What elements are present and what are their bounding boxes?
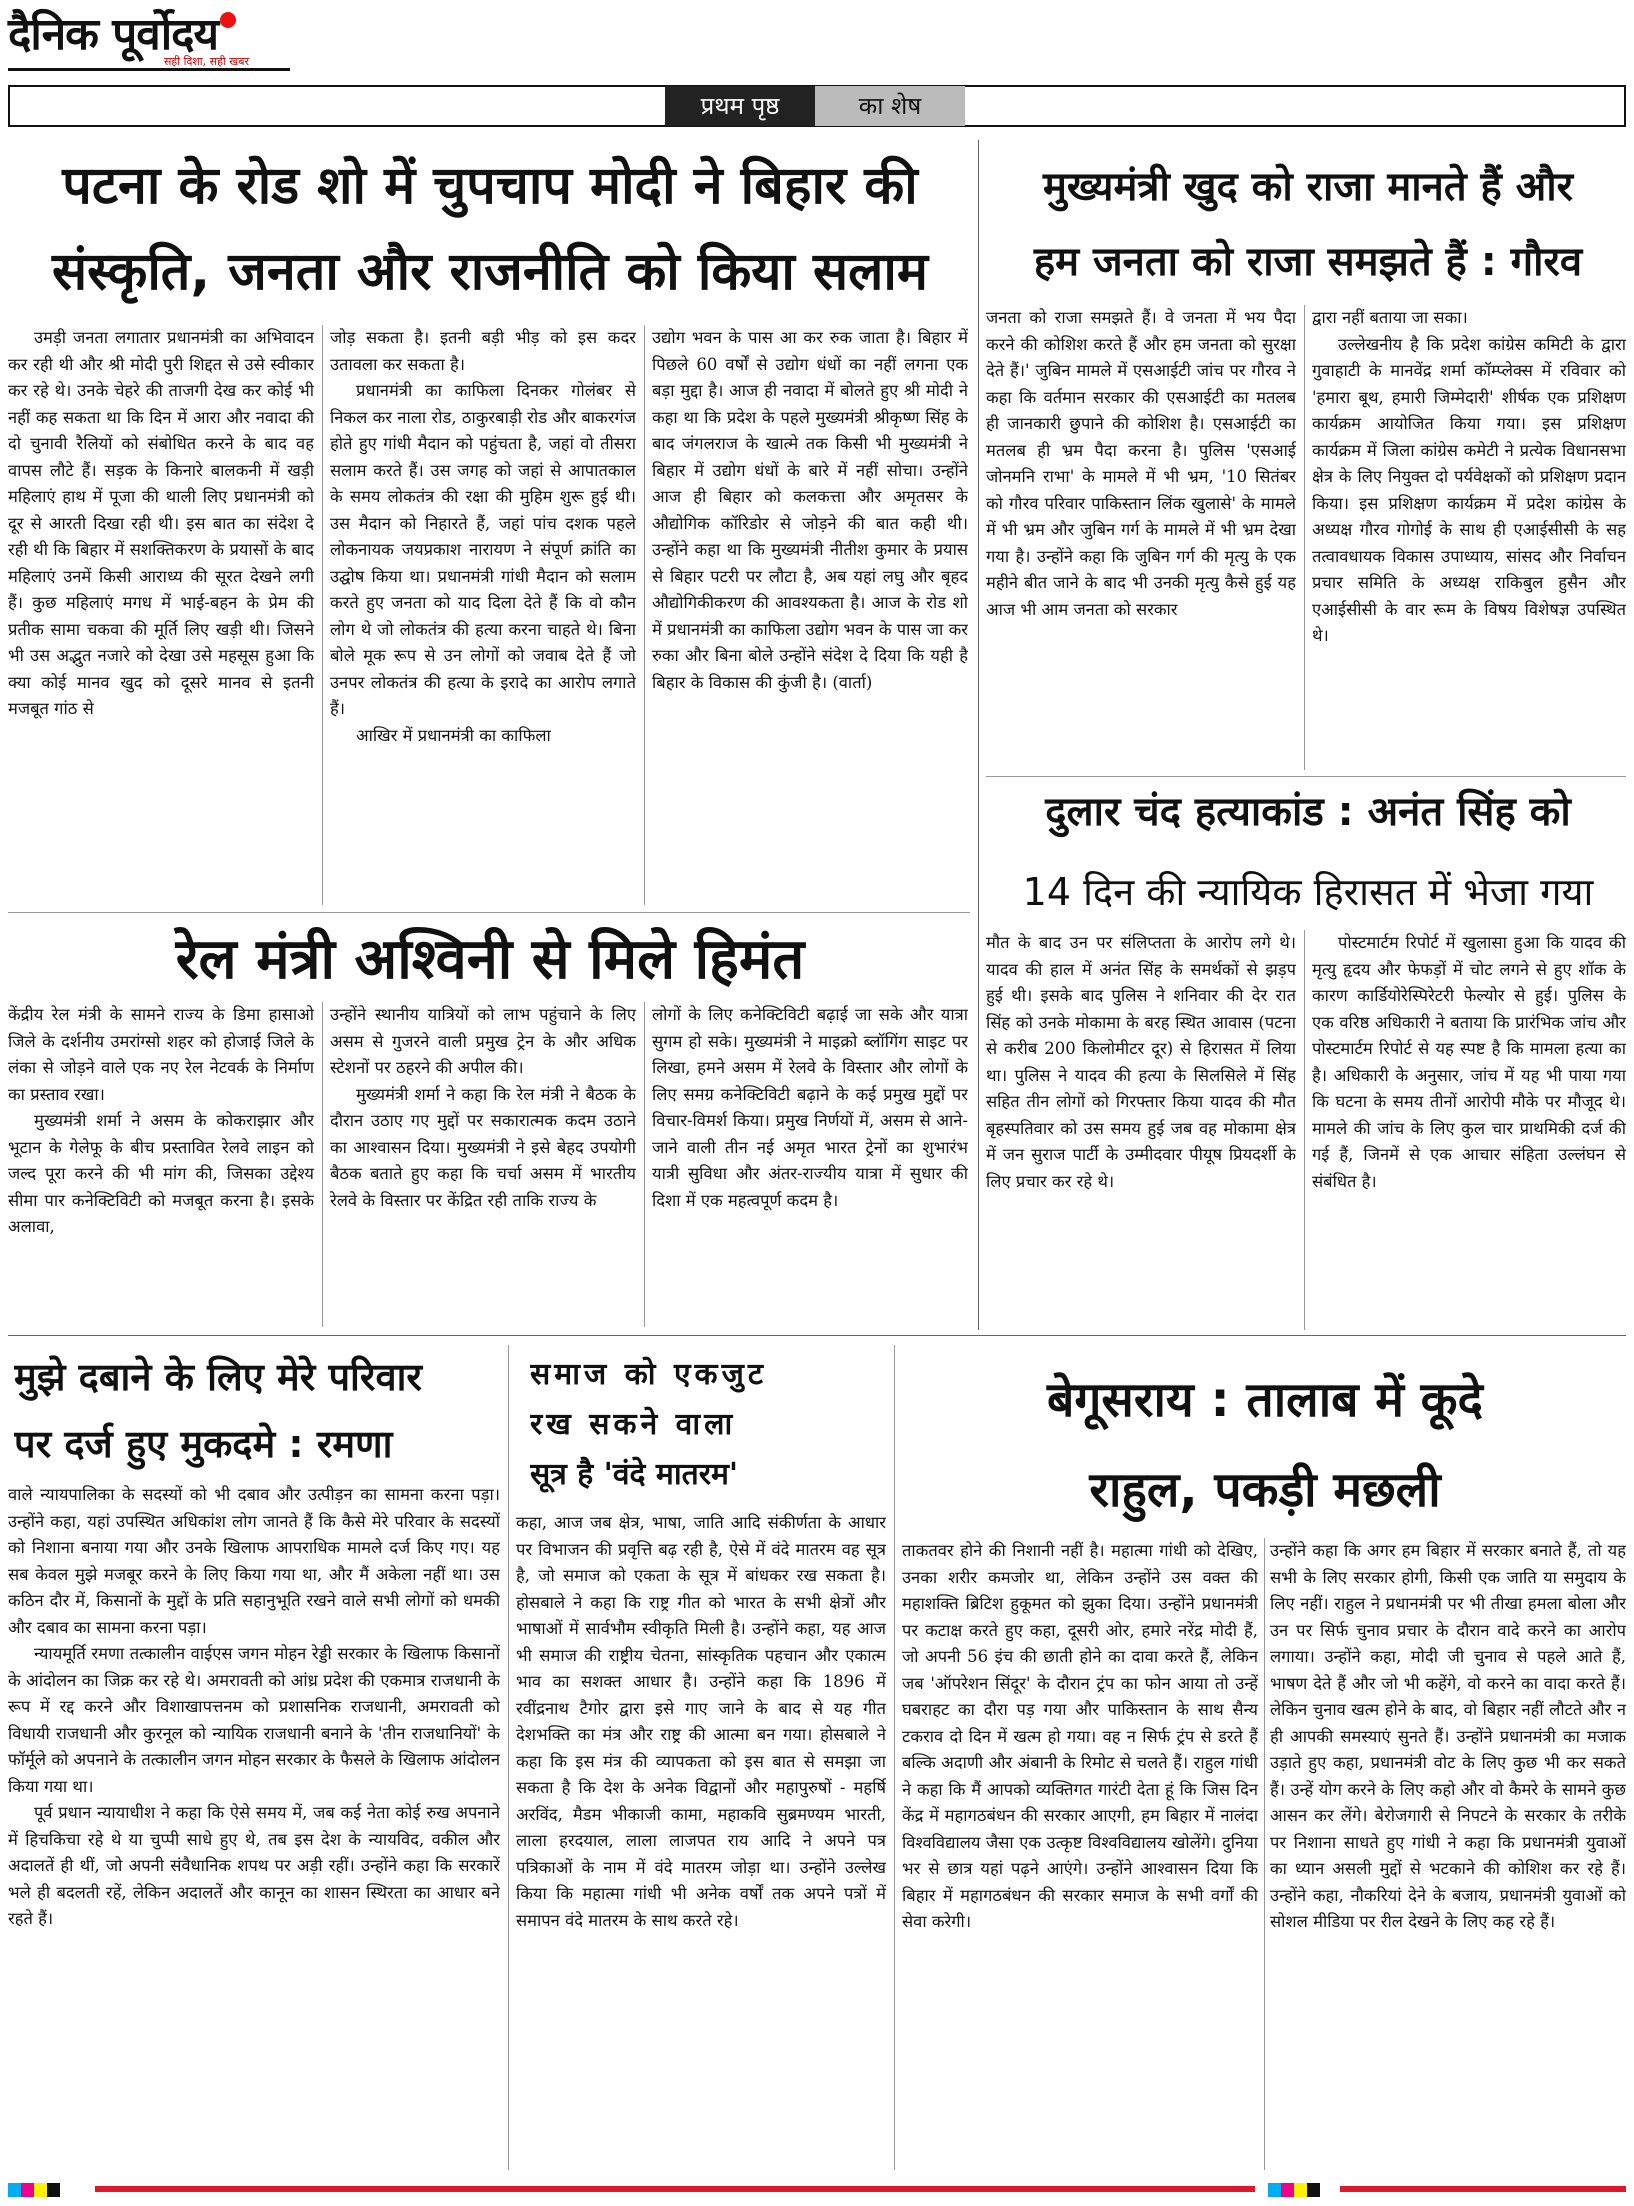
ramana-paragraph: पूर्व प्रधान न्यायाधीश ने कहा कि ऐसे समय में, जब कई नेता कोई रुख अपनाने में हिचकिचा रहे थे या चुप्पी साधे हुए थे, तब इस देश के न्यायविद, वकील और अदालतें ही थीं, जो अपनी संवैधानिक शपथ पर अड़ी रहीं। उन्होंने कहा कि सरकारें भले ही बदलती रहें, लेकिन अदालतें और कानून का शासन स्थिरता का आधार बने रहते हैं।: [8, 1803, 500, 1928]
gaurav-paragraph: उल्लेखनीय है कि प्रदेश कांग्रेस कमिटी के द्वारा गुवाहाटी के मानवेंद्र शर्मा कॉम्प्लेक्स में रविवार को 'हमारा बूथ, हमारी जिम्मेदारी' शीर्षक एक प्रशिक्षण कार्यक्रम आयोजित किया गया। इस प्रशिक्षण कार्यक्रम में जिला कांग्रेस कमेटी ने प्रत्येक विधानसभा क्षेत्र के लिए नियुक्त दो पर्यवेक्षकों को प्रशिक्षण प्रदान किया। इस प्रशिक्षण कार्यक्रम में प्रदेश कांग्रेस के अध्यक्ष गौरव गोगोई के साथ ही एआईसीसी के सह तत्वावधायक विकास उपाध्याय, सांसद और निर्वाचन प्रचार समिति के अध्यक्ष राकिबुल हुसैन और एआईसीसी के वार रूम के विषय विशेषज्ञ उपस्थित थे।: [1312, 334, 1626, 645]
modi-paragraph: आखिर में प्रधानमंत्री का काफिला: [356, 725, 551, 745]
ramana-column: [8, 1482, 500, 2170]
anant-paragraph: मौत के बाद उन पर संलिप्तता के आरोप लगे थे। यादव की हाल में अनंत सिंह के समर्थकों से झड़प हुई थी। इसके बाद पुलिस ने शनिवार की देर रात सिंह को उनके मोकामा के बरह स्थित आवास (पटना से करीब 200 किलोमीटर दूर) से हिरासत में लिया था। पुलिस ने यादव की हत्या के सिलसिले में सिंह सहित तीन लोगों को गिरफ्तार किया यादव की मौत बृहस्पतिवार को उस समय हुई जब वह मोकामा क्षेत्र में जन सुराज पार्टी के उम्मीदवार पीयूष प्रियदर्शी के लिए प्रचार कर रहे थे।: [986, 933, 1296, 1191]
himanta-column-1: [8, 1002, 314, 1327]
vande-headline-line2: रख सकने वाला: [530, 1407, 737, 1442]
modi-headline-line2: संस्कृति, जनता और राजनीति को किया सलाम: [52, 242, 928, 302]
column-divider: [644, 325, 645, 905]
himanta-paragraph: लोगों के लिए कनेक्टिविटी बढ़ाई जा सके और यात्रा सुगम हो सके। मुख्यमंत्री ने माइक्रो ब्लॉगिंग साइट पर लिखा, हमने असम में रेलवे के विस्तार और लोगों के लिए समग्र कनेक्टिविटी बढ़ाने के कई प्रमुख मुद्दों पर विचार-विमर्श किया। प्रमुख निर्णयों में, असम से आने-जाने वाली तीन नई अमृत भारत ट्रेनों का शुभारंभ यात्री सुविधा और अंतर-राज्यीय यात्रा में सुधार की दिशा में एक महत्वपूर्ण कदम है।: [652, 1005, 968, 1210]
column-divider: [322, 325, 323, 905]
gaurav-headline-line2: हम जनता को राजा समझते हैं : गौरव: [1033, 239, 1583, 285]
sun-logo-icon: [220, 12, 236, 28]
modi-headline-line1: पटना के रोड शो में चुपचाप मोदी ने बिहार की: [62, 156, 918, 216]
page-column-divider: [978, 140, 979, 1330]
modi-column-3: [652, 325, 968, 905]
himanta-paragraph: मुख्यमंत्री शर्मा ने कहा कि रेल मंत्री ने बैठक के दौरान उठाए गए मुद्दों पर सकारात्मक कदम उठाने का आश्वासन दिया। मुख्यमंत्री ने इसे बेहद उपयोगी बैठक बताते हुए कहा कि चर्चा असम में भारतीय रेलवे के विस्तार पर केंद्रित रही ताकि राज्य के: [330, 1084, 636, 1210]
footer-rule: [1340, 2186, 1626, 2192]
section-divider: [986, 776, 1626, 777]
gaurav-column-2: [1312, 305, 1626, 770]
vande-headline-line3: सूत्र है 'वंदे मातरम': [530, 1457, 739, 1492]
anant-column-1: [986, 930, 1296, 1330]
vande-column: [516, 1510, 886, 2170]
modi-paragraph: जोड़ सकता है। इतनी बड़ी भीड़ को इस कदर उतावला कर सकता है।: [330, 328, 636, 374]
cyan-swatch: [8, 2183, 21, 2197]
section-label-primary: प्रथम पृष्ठ: [665, 86, 815, 126]
color-registration-marks-right: [1268, 2182, 1320, 2201]
himanta-paragraph: केंद्रीय रेल मंत्री के सामने राज्य के डिमा हासाओ जिले के दर्शनीय उमरांग्सो शहर को होजाई जिले के लंका से जोड़ने वाले एक नए रेल नेटवर्क के निर्माण का प्रस्ताव रखा।: [8, 1005, 314, 1104]
modi-column-1: [8, 325, 314, 905]
section-divider: [8, 1335, 1626, 1336]
ramana-headline-line2: पर दर्ज हुए मुकदमे : रमणा: [14, 1422, 393, 1466]
himanta-paragraph: उन्होंने स्थानीय यात्रियों को लाभ पहुंचाने के लिए असम से गुजरने वाली प्रमुख ट्रेन के और अधिक स्टेशनों पर ठहरने की अपील की।: [330, 1005, 636, 1077]
masthead-rule: [8, 68, 290, 71]
cyan-swatch: [1268, 2183, 1281, 2197]
rahul-column-2: [1270, 1538, 1626, 2170]
ramana-headline-line1: मुझे दबाने के लिए मेरे परिवार: [14, 1355, 422, 1399]
ramana-paragraph: न्यायमूर्ति रमणा तत्कालीन वाईएस जगन मोहन रेड्डी सरकार के खिलाफ किसानों के आंदोलन का जिक्र कर रहे थे। अमरावती को आंध्र प्रदेश की एकमात्र राजधानी के रूप में रद्द करने और विशाखापत्तनम को प्रशासनिक राजधानी, अमरावती को विधायी राजधानी और कुरनूल को न्यायिक राजधानी बनाने के 'तीन राजधानियों' के फॉर्मूले को अपनाने के तत्कालीन जगन मोहन सरकार के फैसले के खिलाफ आंदोलन किया गया था।: [8, 1644, 500, 1796]
column-divider: [1264, 1538, 1265, 2170]
column-divider: [894, 1345, 895, 2170]
rahul-column-1: [902, 1538, 1258, 2170]
yellow-swatch: [1294, 2183, 1307, 2197]
anant-column-2: [1312, 930, 1626, 1330]
anant-paragraph: पोस्टमार्टम रिपोर्ट में खुलासा हुआ कि यादव की मृत्यु हृदय और फेफड़ों में चोट लगने से हुए शॉक के कारण कार्डियोरेस्पिरेटरी फेल्योर से हुई। पुलिस के एक वरिष्ठ अधिकारी ने बताया कि प्रारंभिक जांच और पोस्टमार्टम रिपोर्ट से यह स्पष्ट है कि मामला हत्या का है। अधिकारी के अनुसार, जांच में यह भी पाया गया कि घटना के समय तीनों आरोपी मौके पर मौजूद थे। मामले की जांच के लिए कुल चार प्राथमिकी दर्ज की गई हैं, जिनमें से एक आचार संहिता उल्लंघन से संबंधित है।: [1312, 933, 1626, 1191]
magenta-swatch: [21, 2183, 34, 2197]
himanta-headline: रेल मंत्री अश्विनी से मिले हिमंत: [175, 927, 805, 992]
gaurav-paragraph: जनता को राजा समझते हैं। वे जनता में भय पैदा करने की कोशिश करते हैं और हम जनता को सुरक्षा देते हैं।' जुबिन मामले में एसआईटी जांच पर गौरव ने कहा कि वर्तमान सरकार की एसआईटी का मतलब ही जानकारी छुपाने की कोशिश है। एसआईटी का मतलब ही भ्रम पैदा करना है। पुलिस 'एसआई जोनमनि राभा' के मामले में भी भ्रम, '10 सितंबर को गौरव परिवार पाकिस्तान लिंक खुलासे' के मामले में भी भ्रम और जुबिन गर्ग के मामले में भी भ्रम देखा गया है। उन्होंने कहा कि जुबिन गर्ग की मृत्यु के एक महीने बीत जाने के बाद भी उनकी मृत्यु कैसे हुई यह आज भी आम जनता को सरकार: [986, 308, 1296, 619]
ramana-paragraph: वाले न्यायपालिका के सदस्यों को भी दबाव और उत्पीड़न का सामना करना पड़ा। उन्होंने कहा, यहां उपस्थित अधिकांश लोग जानते हैं कि कैसे मेरे परिवार के सदस्यों को निशाना बनाया गया और उनके खिलाफ आपराधिक मामले दर्ज किए गए। यह सब केवल मुझे मजबूर करने के लिए किया गया था, और मैं अकेला नहीं था। उस कठिन दौर में, किसानों के मुद्दों के प्रति सहानुभूति रखने वाले सभी लोगों को धमकी और दबाव का सामना करना पड़ा।: [8, 1485, 500, 1637]
rahul-headline-line1: बेगूसराय : तालाब में कूदे: [1046, 1372, 1484, 1428]
black-swatch: [47, 2183, 60, 2197]
color-registration-marks-left: [8, 2182, 60, 2201]
yellow-swatch: [34, 2183, 47, 2197]
himanta-column-3: [652, 1002, 968, 1327]
column-divider: [1304, 305, 1305, 770]
vande-paragraph: कहा, आज जब क्षेत्र, भाषा, जाति आदि संकीर्णता के आधार पर विभाजन की प्रवृत्ति बढ़ रही है, ऐसे में वंदे मातरम वह सूत्र है, जो समाज को एकता के सूत्र में बांधकर रख सकता है। होसबाले ने कहा कि राष्ट्र गीत को भारत के सभी क्षेत्रों और भाषाओं में सार्वभौम स्वीकृति मिली है। उन्होंने कहा, यह आज भी समाज की राष्ट्रीय चेतना, सांस्कृतिक पहचान और एकात्म भाव का सशक्त आधार है। उन्होंने कहा कि 1896 में रवींद्रनाथ टैगोर द्वारा इसे गाए जाने के बाद से यह गीत देशभक्ति का मंत्र और राष्ट्र की आत्मा बन गया। होसबाले ने कहा कि इस मंत्र की व्यापकता को इस बात से समझा जा सकता है कि देश के अनेक विद्वानों और महापुरुषों - महर्षि अरविंद, मैडम भीकाजी कामा, महाकवि सुब्रमण्यम भारती, लाला हरदयाल, लाला लाजपत राय आदि ने अपने पत्र पत्रिकाओं के नाम में वंदे मातरम जोड़ा था। उन्होंने उल्लेख किया कि महात्मा गांधी भी अनेक वर्षों तक अपने पत्रों में समापन वंदे मातरम के साथ करते रहे।: [516, 1513, 886, 1930]
rahul-paragraph: उन्होंने कहा कि अगर हम बिहार में सरकार बनाते हैं, तो यह सभी के लिए सरकार होगी, किसी एक जाति या समुदाय के लिए नहीं। राहुल ने प्रधानमंत्री पर भी तीखा हमला बोला और उन पर सिर्फ चुनाव प्रचार के दौरान वादे करने का आरोप लगाया। उन्होंने कहा, मोदी जी चुनाव से पहले आते हैं, भाषण देते हैं और जो भी कहेंगे, वो करने का वादा करते हैं। लेकिन चुनाव खत्म होने के बाद, वो बिहार नहीं लौटते और न ही आपकी समस्याएं सुनते हैं। उन्होंने प्रधानमंत्री का मजाक उड़ाते हुए कहा, प्रधानमंत्री वोट के लिए कुछ भी कर सकते हैं। उन्हें योग करने के लिए कहो और वो कैमरे के सामने कुछ आसन कर लेंगे। बेरोजगारी से निपटने के सरकार के तरीके पर निशाना साधते हुए गांधी ने कहा कि प्रधानमंत्री युवाओं का ध्यान असली मुद्दों से भटकाने की कोशिश कर रहे हैं। उन्होंने कहा, नौकरियां देने के बजाय, प्रधानमंत्री युवाओं को सोशल मीडिया पर रील देखने के लिए कह रहे हैं।: [1270, 1541, 1626, 1931]
masthead-name: दैनिक पूर्वोदय: [8, 9, 219, 60]
section-divider: [8, 912, 970, 913]
anant-headline-line1: दुलार चंद हत्याकांड : अनंत सिंह को: [1045, 789, 1571, 835]
modi-paragraph: उमड़ी जनता लगातार प्रधानमंत्री का अभिवादन कर रही थी और श्री मोदी पुरी शिद्दत से उसे स्वीकार कर रहे थे। उनके चेहरे की ताजगी देख कर कोई भी नहीं कह सकता था कि दिन में आरा और नवादा की दो चुनावी रैलियों को संबोधित करने के बाद वह वापस लौटे हैं। सड़क के किनारे बालकनी में खड़ी महिलाएं हाथ में पूजा की थाली लिए प्रधानमंत्री को दूर से आरती दिखा रही थी। इस बात का संदेश दे रही थी कि बिहार में सशक्तिकरण के प्रयासों के बाद महिलाएं उनमें किसी आराध्य की सूरत देखने लगी हैं। कुछ महिलाएं मगध में भाई-बहन के प्रेम की प्रतीक सामा चकवा की मूर्ति लिए खड़ी थी। जिसने भी उस अद्भुत नजारे को देखा उसे महसूस हुआ कि क्या कोई मानव खुद को दूसरे मानव से इतनी मजबूत गांठ से: [8, 328, 314, 718]
gaurav-paragraph: द्वारा नहीं बताया जा सका।: [1312, 308, 1468, 327]
gaurav-headline-line1: मुख्यमंत्री खुद को राजा मानते हैं और: [1042, 164, 1574, 210]
rahul-headline-line2: राहुल, पकड़ी मछली: [1089, 1462, 1441, 1518]
vande-headline-line1: समाज को एकजुट: [530, 1357, 767, 1392]
himanta-paragraph: मुख्यमंत्री शर्मा ने असम के कोकराझार और भूटान के गेलेफू के बीच प्रस्तावित रेलवे लाइन को जल्द पूरा करने की भी मांग की, जिसका उद्देश्य सीमा पार कनेक्टिविटी को मजबूत करना है। इसके अलावा,: [8, 1111, 314, 1236]
magenta-swatch: [1281, 2183, 1294, 2197]
column-divider: [322, 1002, 323, 1327]
modi-paragraph: उद्योग भवन के पास आ कर रुक जाता है। बिहार में पिछले 60 वर्षों से उद्योग धंधों का नहीं लगना एक बड़ा मुद्दा है। आज ही नवादा में बोलते हुए श्री मोदी ने कहा था कि प्रदेश के पहले मुख्यमंत्री श्रीकृष्ण सिंह के बाद जंगलराज के खात्मे तक किसी भी मुख्यमंत्री ने बिहार में उद्योग धंधों के बारे में नहीं सोचा। उन्होंने आज ही बिहार को कलकत्ता और अमृतसर के औद्योगिक कॉरिडोर से जोड़ने की बात कही थी। उन्होंने कहा था कि मुख्यमंत्री नीतीश कुमार के प्रयास से बिहार पटरी पर लौटा है, अब यहां लघु और बृहद औद्योगिकीकरण की आवश्यकता है। आज के रोड शो में प्रधानमंत्री का काफिला उद्योग भवन के पास जा कर रुका और बिना बोले उन्होंने संदेश दे दिया कि यही है बिहार के विकास की कुंजी है। (वार्ता): [652, 328, 968, 692]
anant-headline-line2: 14 दिन की न्यायिक हिरासत में भेजा गया: [1022, 870, 1594, 914]
masthead: [8, 2, 298, 72]
column-divider: [644, 1002, 645, 1327]
column-divider: [508, 1345, 509, 2170]
footer-rule: [95, 2186, 1255, 2192]
black-swatch: [1307, 2183, 1320, 2197]
rahul-paragraph: ताकतवर होने की निशानी नहीं है। महात्मा गांधी को देखिए, उनका शरीर कमजोर था, लेकिन उन्होंने उस वक्त की महाशक्ति ब्रिटिश हुकूमत को झुका दिया। उन्होंने प्रधानमंत्री पर कटाक्ष करते हुए कहा, दूसरी ओर, हमारे नरेंद्र मोदी हैं, जो अपनी 56 इंच की छाती होने का दावा करते हैं, लेकिन जब 'ऑपरेशन सिंदूर' के दौरान ट्रंप का फोन आया तो उन्हें घबराहट का दौरा पड़ गया और पाकिस्तान के साथ सैन्य टकराव दो दिन में खत्म हो गया। वह न सिर्फ ट्रंप से डरते हैं बल्कि अदाणी और अंबानी के रिमोट से चलते हैं। राहुल गांधी ने कहा कि मैं आपको व्यक्तिगत गारंटी देता हूं कि जिस दिन केंद्र में महागठबंधन की सरकार आएगी, हम बिहार में नालंदा विश्वविद्यालय जैसा एक उत्कृष्ट विश्वविद्यालय खोलेंगे। दुनिया भर से छात्र यहां पढ़ने आएंगे। उन्होंने आश्वासन दिया कि बिहार में महागठबंधन की सरकार समाज के सभी वर्गों की सेवा करेगी।: [902, 1541, 1258, 1931]
masthead-tagline: सही दिशा, सही खबर: [164, 55, 250, 68]
column-divider: [1304, 930, 1305, 1330]
modi-paragraph: प्रधानमंत्री का काफिला दिनकर गोलंबर से निकल कर नाला रोड, ठाकुरबाड़ी रोड और बाकरगंज होते हुए गांधी मैदान को पहुंचता है, जहां वो तीसरा सलाम करते हैं। उस जगह को जहां से आपातकाल के समय लोकतंत्र की रक्षा की मुहिम शुरू हुई थी। उस मैदान को निहारते हैं, जहां पांच दशक पहले लोकनायक जयप्रकाश नारायण ने संपूर्ण क्रांति का उद्घोष किया था। प्रधानमंत्री गांधी मैदान को सलाम करते हुए जनता को याद दिला देते हैं कि वो कौन लोग थे जो लोकतंत्र की हत्या करना चाहते थे। बिना बोले मूक रूप से उन लोगों को जवाब देते हैं जो उनपर लोकतंत्र की हत्या के इरादे का आरोप लगाते हैं।: [330, 381, 636, 718]
himanta-column-2: [330, 1002, 636, 1327]
modi-column-2: [330, 325, 636, 905]
gaurav-column-1: [986, 305, 1296, 770]
section-label-secondary: का शेष: [815, 86, 965, 126]
